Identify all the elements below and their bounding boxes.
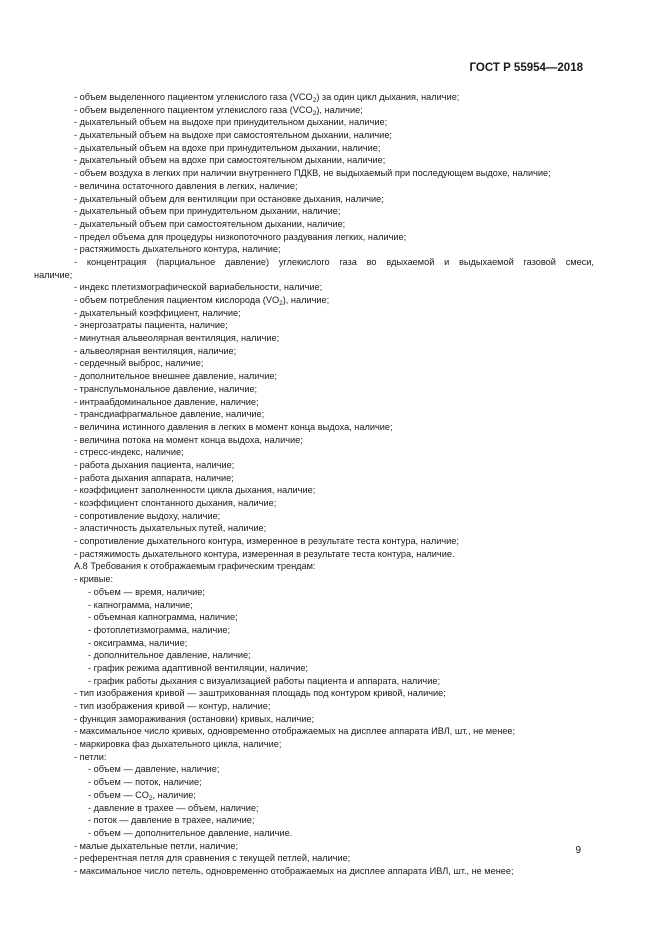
list-item-text: - дыхательный объем на вдохе при принудительном дыхании, наличие; [74,142,381,153]
list-item-text: - работа дыхания пациента, наличие; [74,459,235,470]
list-item-text: - дыхательный объем на выдохе при принудительном дыхании, наличие; [74,117,388,128]
list-item [34,129,594,142]
page-number: 9 [575,845,581,856]
list-item [34,725,594,738]
list-item [34,142,594,155]
list-item-text: - тип изображения кривой — заштрихованная площадь под контуром кривой, наличие; [74,688,446,699]
list-item [34,776,594,789]
requirements-list [34,91,594,878]
list-item-text: - дыхательный объем для вентиляции при остановке дыхания, наличие; [74,193,384,204]
list-item-text: - коэффициент спонтанного дыхания, наличие; [74,498,277,508]
list-item [34,484,594,497]
list-item [34,560,594,573]
list-item [34,624,594,637]
list-item [34,510,594,523]
list-item-text: - дыхательный объем на вдохе при самостоятельном дыхании, наличие; [74,155,386,166]
list-item [34,662,594,675]
list-item [34,116,594,129]
list-item [34,827,594,840]
list-item [34,154,594,167]
list-item-text: - максимальное число петель, одновременно отображаемых на дисплее аппарата ИВЛ, шт., не менее; [74,865,514,876]
list-item [34,231,594,244]
list-item-text: - величина потока на момент конца выдоха, наличие; [74,434,303,445]
document-standard-number: ГОСТ Р 55954—2018 [469,62,583,74]
list-item-text: - дыхательный объем на выдохе при самостоятельном дыхании, наличие; [74,130,392,141]
list-item-text: - сопротивление выдоху, наличие; [74,510,221,521]
list-item [34,611,594,624]
list-item-text: - маркировка фаз дыхательного цикла, наличие; [74,739,282,750]
list-item [34,193,594,206]
list-item-text: - объем воздуха в легких при наличии внутреннего ПДКВ, не выдыхаемый при последующем выдохе, наличие; [74,168,551,179]
list-item [34,434,594,447]
list-item-text: , наличие; [152,789,196,800]
list-item [34,180,594,193]
list-item [34,522,594,535]
list-item-text: - интраабдоминальное давление, наличие; [74,396,259,407]
list-item [34,345,594,358]
list-item [34,713,594,726]
list-item [34,307,594,320]
list-item-text: - объемная капнограмма, наличие; [88,612,238,623]
list-item [34,421,594,434]
list-item-text: - поток — давление в трахее, наличие; [88,815,255,826]
list-item [34,383,594,396]
list-item-text: - величина истинного давления в легких в момент конца выдоха, наличие; [74,421,393,432]
list-item [34,548,594,561]
list-item [34,408,594,421]
list-item-text: - давление в трахее — объем, наличие; [88,802,259,813]
list-item-text: - стресс-индекс, наличие; [74,447,184,458]
list-item [34,104,594,117]
list-item-text: - растяжимость дыхательного контура, измеренная в результате теста контура, наличие. [74,548,455,559]
list-item [34,167,594,180]
list-item-text: - капнограмма, наличие; [88,599,193,610]
list-item-text: - дыхательный объем при самостоятельном дыхании, наличие; [74,218,346,229]
list-item-text: - максимальное число кривых, одновременно отображаемых на дисплее аппарата ИВЛ, шт., не менее; [74,726,516,737]
list-item [34,332,594,345]
list-item-text: - график работы дыхания с визуализацией работы пациента и аппарата, наличие; [88,675,440,686]
list-item-text: - объем выделенного пациентом углекислого газа (VCO [74,104,313,115]
list-item [34,865,594,878]
list-item [34,802,594,815]
list-item-text: - дыхательный объем при принудительном дыхании, наличие; [74,206,341,217]
list-item-text: - коэффициент заполненности цикла дыхания, наличие; [74,485,316,496]
list-item [34,687,594,700]
list-item [34,357,594,370]
list-item-text: - объем выделенного пациентом углекислого газа (VCO [74,92,313,102]
list-item [34,269,594,282]
list-item [34,243,594,256]
list-item [34,218,594,231]
list-item-text: - эластичность дыхательных путей, наличие; [74,523,267,534]
list-item [34,675,594,688]
subscript-text: 2 [312,109,317,117]
list-item [34,205,594,218]
list-item-text: - энергозатраты пациента, наличие; [74,320,228,331]
list-item [34,573,594,586]
list-item-text: - объем — поток, наличие; [88,777,202,788]
list-item [34,319,594,332]
list-item [34,789,594,802]
list-item [34,446,594,459]
list-item-text: - сопротивление дыхательного контура, измеренное в результате теста контура, наличие; [74,536,459,547]
list-item [34,497,594,510]
list-item-text: ) за один цикл дыхания, наличие; [316,92,460,102]
list-item-text: наличие; [34,269,73,280]
list-item [34,814,594,827]
list-item [34,370,594,383]
list-item-text: - кривые: [74,574,114,585]
list-item [34,763,594,776]
list-item [34,472,594,485]
list-item-text: - сердечный выброс, наличие; [74,358,204,369]
subscript-text: 2 [148,794,153,802]
list-item-text: - транспульмональное давление, наличие; [74,383,258,394]
list-item [34,738,594,751]
list-item-text: ), наличие; [282,295,330,305]
list-item-text: - минутная альвеолярная вентиляция, наличие; [74,333,280,344]
list-item [34,294,594,307]
list-item-text: - трансдиафрагмальное давление, наличие; [74,409,265,420]
list-item-text: - объем — CO [88,789,149,800]
list-item-text: - тип изображения кривой — контур, наличие; [74,701,271,711]
list-item-text: - дополнительное давление, наличие; [88,650,251,661]
list-item-text: - референтная петля для сравнения с текущей петлей, наличие; [74,853,351,864]
list-item [34,852,594,865]
list-item-text: - величина остаточного давления в легких, наличие; [74,180,298,191]
list-item [34,649,594,662]
list-item-text: - фотоплетизмограмма, наличие; [88,624,231,635]
list-item-text: - альвеолярная вентиляция, наличие; [74,345,237,356]
list-item [34,535,594,548]
list-item-text: - работа дыхания аппарата, наличие; [74,472,234,483]
list-item [34,751,594,764]
list-item-text: - объем — время, наличие; [88,586,205,597]
list-item-text: - объем — дополнительное давление, наличие. [88,827,293,838]
list-item-text: - петли: [74,751,107,762]
list-item-text: - объем потребления пациентом кислорода (VO [74,295,280,305]
list-item [34,599,594,612]
list-item-text: - график режима адаптивной вентиляции, наличие; [88,662,308,673]
list-item-text: - малые дыхательные петли, наличие; [74,840,239,851]
list-item-text: А.8 Требования к отображаемым графическим трендам: [74,561,316,572]
list-item-text: - функция замораживания (остановки) кривых, наличие; [74,713,315,724]
list-item [34,396,594,409]
list-item-text: - оксиграмма, наличие; [88,637,188,648]
list-item [34,586,594,599]
list-item-text: - концентрация (парциальное давление) углекислого газа во вдыхаемой и выдыхаемой газовой смеси, [74,256,594,267]
list-item-text: - объем — давление, наличие; [88,764,220,775]
list-item [34,700,594,713]
list-item-text: - индекс плетизмографической вариабельности, наличие; [74,282,323,293]
list-item-text: - растяжимость дыхательного контура, наличие; [74,244,281,255]
list-item-text: ), наличие; [316,104,363,115]
subscript-text: 2 [312,97,317,104]
list-item [34,91,594,104]
list-item [34,840,594,853]
list-item [34,637,594,650]
list-item-text: - предел объема для процедуры низкопоточного раздувания легких, наличие; [74,231,407,242]
list-item [34,459,594,472]
list-item [34,256,594,269]
list-item-text: - дыхательный коэффициент, наличие; [74,307,241,318]
list-item-text: - дополнительное внешнее давление, наличие; [74,371,278,382]
list-item [34,281,594,294]
subscript-text: 2 [279,300,283,307]
